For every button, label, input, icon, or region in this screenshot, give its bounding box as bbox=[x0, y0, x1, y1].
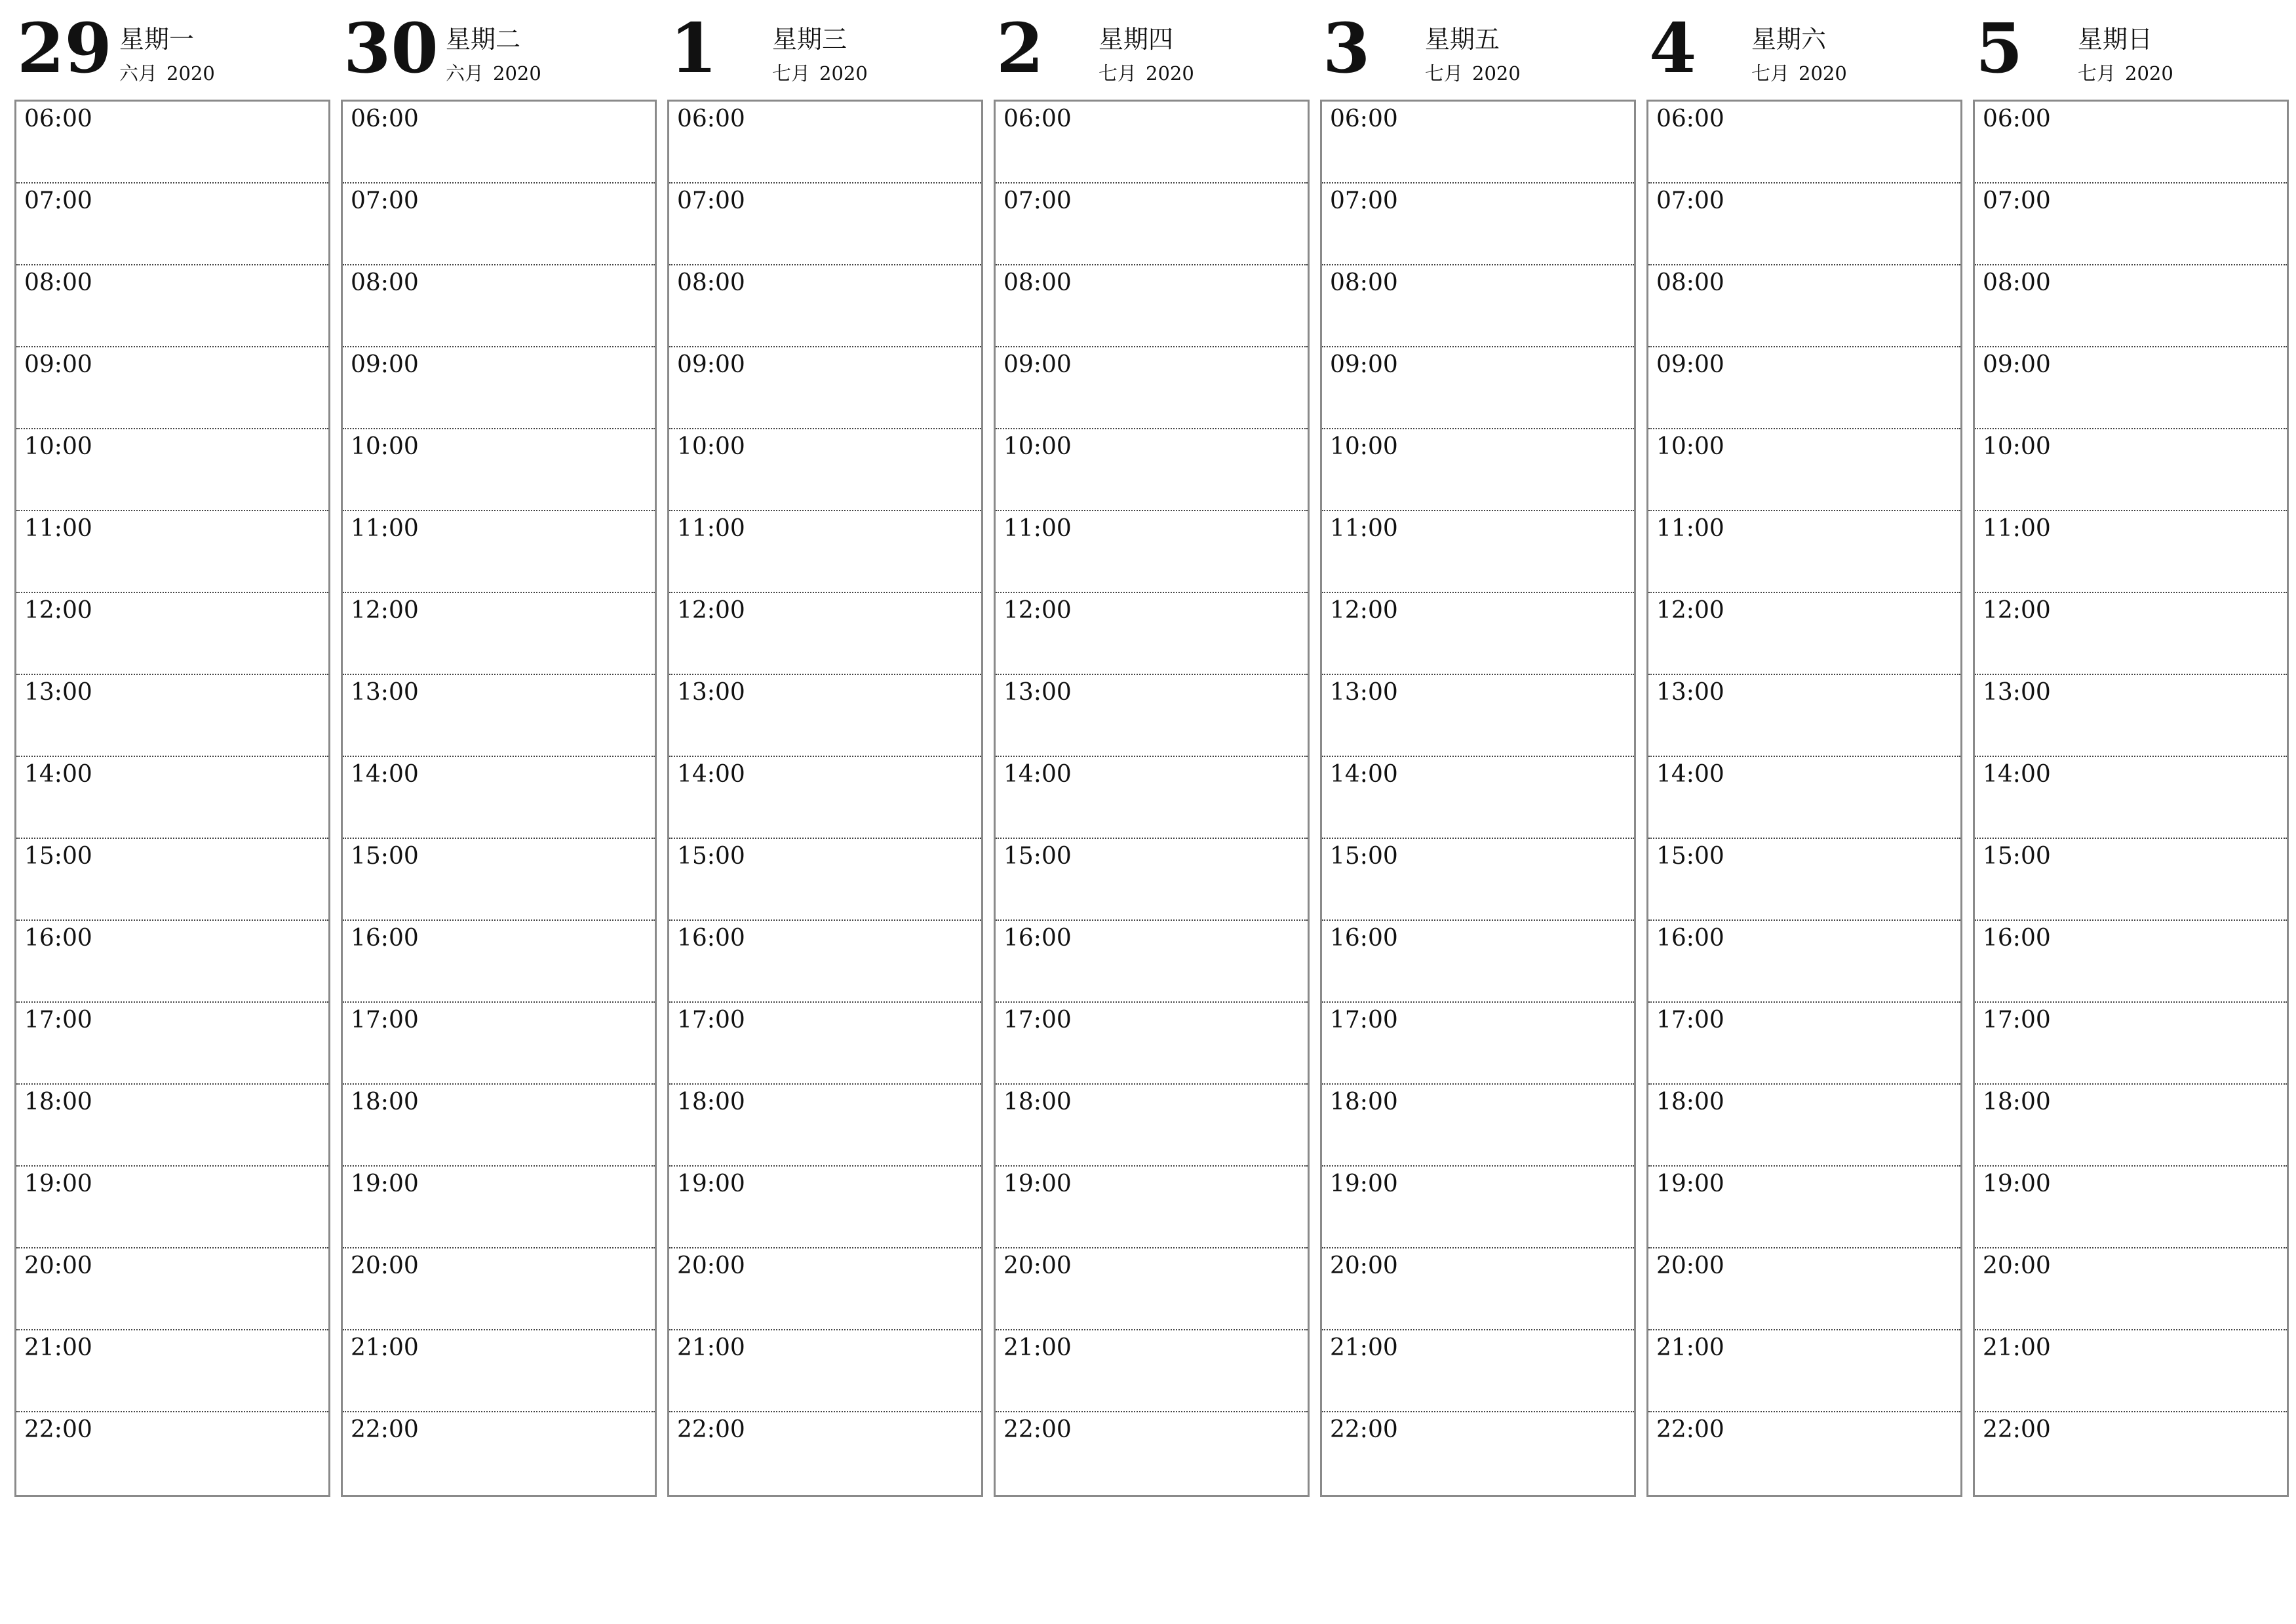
time-slot[interactable] bbox=[1322, 593, 1634, 675]
time-label: 09:00 bbox=[1003, 351, 1072, 378]
month-label: 六月 bbox=[119, 62, 158, 85]
time-label: 12:00 bbox=[677, 597, 745, 624]
day-number: 2 bbox=[996, 8, 1044, 88]
time-label: 09:00 bbox=[351, 351, 419, 378]
month-year bbox=[1425, 62, 1521, 85]
time-slot[interactable] bbox=[1648, 1167, 1960, 1248]
time-label: 21:00 bbox=[1330, 1334, 1398, 1361]
time-slot[interactable] bbox=[1975, 1003, 2287, 1085]
time-label: 07:00 bbox=[1656, 187, 1724, 214]
time-label: 10:00 bbox=[677, 433, 745, 460]
day-schedule-box bbox=[667, 100, 983, 1497]
time-label: 11:00 bbox=[351, 515, 419, 542]
time-label: 22:00 bbox=[1330, 1416, 1398, 1443]
time-label: 07:00 bbox=[24, 187, 92, 214]
time-slot[interactable] bbox=[1975, 429, 2287, 511]
time-slot[interactable] bbox=[996, 921, 1308, 1003]
time-slot[interactable] bbox=[996, 184, 1308, 265]
time-label: 21:00 bbox=[1003, 1334, 1072, 1361]
time-slot[interactable] bbox=[16, 1412, 328, 1494]
time-slot[interactable] bbox=[1975, 675, 2287, 757]
year-label: 2020 bbox=[1146, 62, 1194, 85]
day-column bbox=[14, 0, 329, 1501]
time-label: 18:00 bbox=[351, 1089, 419, 1115]
time-label: 16:00 bbox=[1983, 925, 2051, 952]
day-column bbox=[1320, 0, 1635, 1501]
year-label: 2020 bbox=[819, 62, 868, 85]
time-slot[interactable] bbox=[343, 511, 655, 593]
time-label: 15:00 bbox=[1656, 843, 1724, 870]
day-number: 1 bbox=[670, 8, 718, 88]
time-slot[interactable] bbox=[669, 347, 981, 429]
time-slot[interactable] bbox=[669, 1412, 981, 1494]
time-label: 18:00 bbox=[24, 1089, 92, 1115]
time-label: 15:00 bbox=[1003, 843, 1072, 870]
time-slot[interactable] bbox=[1975, 921, 2287, 1003]
time-label: 19:00 bbox=[1656, 1170, 1724, 1197]
day-schedule-box bbox=[994, 100, 1310, 1497]
time-slot[interactable] bbox=[343, 1085, 655, 1167]
time-label: 07:00 bbox=[1330, 187, 1398, 214]
time-slot[interactable] bbox=[1648, 511, 1960, 593]
year-label: 2020 bbox=[166, 62, 215, 85]
time-label: 07:00 bbox=[351, 187, 419, 214]
time-slot[interactable] bbox=[343, 1003, 655, 1085]
time-slot[interactable] bbox=[1322, 184, 1634, 265]
time-label: 21:00 bbox=[677, 1334, 745, 1361]
day-header bbox=[1320, 0, 1635, 98]
time-slot[interactable] bbox=[669, 921, 981, 1003]
time-slot[interactable] bbox=[669, 1085, 981, 1167]
time-slot[interactable] bbox=[1648, 184, 1960, 265]
time-slot[interactable] bbox=[669, 1003, 981, 1085]
weekday-label: 星期五 bbox=[1425, 25, 1500, 54]
day-column bbox=[994, 0, 1308, 1501]
time-slot[interactable] bbox=[996, 593, 1308, 675]
time-label: 14:00 bbox=[1656, 761, 1724, 788]
weekday-label: 星期四 bbox=[1099, 25, 1174, 54]
time-slot[interactable] bbox=[16, 1330, 328, 1412]
time-label: 15:00 bbox=[1330, 843, 1398, 870]
time-label: 18:00 bbox=[677, 1089, 745, 1115]
time-slot[interactable] bbox=[669, 675, 981, 757]
time-label: 14:00 bbox=[1003, 761, 1072, 788]
time-label: 22:00 bbox=[1983, 1416, 2051, 1443]
time-label: 10:00 bbox=[1656, 433, 1724, 460]
day-schedule-box bbox=[1320, 100, 1636, 1497]
time-slot[interactable] bbox=[16, 184, 328, 265]
year-label: 2020 bbox=[2125, 62, 2173, 85]
year-label: 2020 bbox=[493, 62, 541, 85]
time-slot[interactable] bbox=[1648, 675, 1960, 757]
time-label: 11:00 bbox=[1983, 515, 2051, 542]
day-header bbox=[1973, 0, 2287, 98]
time-label: 10:00 bbox=[1983, 433, 2051, 460]
time-label: 09:00 bbox=[1983, 351, 2051, 378]
day-header bbox=[1646, 0, 1961, 98]
day-column bbox=[1973, 0, 2287, 1501]
time-label: 06:00 bbox=[1656, 106, 1724, 132]
year-label: 2020 bbox=[1799, 62, 1847, 85]
time-label: 09:00 bbox=[1330, 351, 1398, 378]
time-slot[interactable] bbox=[1648, 1248, 1960, 1330]
time-slot[interactable] bbox=[669, 1330, 981, 1412]
time-slot[interactable] bbox=[343, 429, 655, 511]
day-header bbox=[667, 0, 982, 98]
time-label: 08:00 bbox=[1003, 269, 1072, 296]
time-label: 11:00 bbox=[1656, 515, 1724, 542]
time-label: 14:00 bbox=[24, 761, 92, 788]
time-label: 10:00 bbox=[351, 433, 419, 460]
time-label: 17:00 bbox=[677, 1007, 745, 1034]
day-schedule-box bbox=[341, 100, 657, 1497]
time-slot[interactable] bbox=[343, 184, 655, 265]
time-label: 17:00 bbox=[1656, 1007, 1724, 1034]
time-label: 18:00 bbox=[1003, 1089, 1072, 1115]
time-slot[interactable] bbox=[1322, 757, 1634, 839]
time-label: 08:00 bbox=[1983, 269, 2051, 296]
time-slot[interactable] bbox=[996, 1330, 1308, 1412]
time-slot[interactable] bbox=[996, 429, 1308, 511]
time-label: 11:00 bbox=[677, 515, 745, 542]
time-label: 19:00 bbox=[677, 1170, 745, 1197]
time-label: 13:00 bbox=[24, 679, 92, 706]
time-slot[interactable] bbox=[343, 921, 655, 1003]
time-slot[interactable] bbox=[669, 265, 981, 347]
time-label: 19:00 bbox=[1983, 1170, 2051, 1197]
time-slot[interactable] bbox=[996, 1003, 1308, 1085]
time-slot[interactable] bbox=[1322, 1330, 1634, 1412]
time-slot[interactable] bbox=[1322, 839, 1634, 921]
time-label: 13:00 bbox=[677, 679, 745, 706]
time-slot[interactable] bbox=[1648, 921, 1960, 1003]
day-number: 30 bbox=[343, 8, 438, 88]
time-label: 13:00 bbox=[1330, 679, 1398, 706]
time-slot[interactable] bbox=[1975, 839, 2287, 921]
time-label: 16:00 bbox=[24, 925, 92, 952]
month-year bbox=[1099, 62, 1194, 85]
day-schedule-box bbox=[1973, 100, 2289, 1497]
time-label: 09:00 bbox=[677, 351, 745, 378]
time-slot[interactable] bbox=[996, 1085, 1308, 1167]
time-label: 07:00 bbox=[677, 187, 745, 214]
time-slot[interactable] bbox=[1975, 511, 2287, 593]
time-slot[interactable] bbox=[16, 1085, 328, 1167]
time-label: 15:00 bbox=[1983, 843, 2051, 870]
time-slot[interactable] bbox=[1322, 511, 1634, 593]
time-slot[interactable] bbox=[996, 1248, 1308, 1330]
month-label: 七月 bbox=[1425, 62, 1464, 85]
time-label: 13:00 bbox=[1003, 679, 1072, 706]
time-label: 16:00 bbox=[1656, 925, 1724, 952]
time-slot[interactable] bbox=[1648, 1330, 1960, 1412]
time-slot[interactable] bbox=[1975, 347, 2287, 429]
time-slot[interactable] bbox=[343, 675, 655, 757]
time-label: 12:00 bbox=[1983, 597, 2051, 624]
time-label: 14:00 bbox=[677, 761, 745, 788]
time-label: 21:00 bbox=[1983, 1334, 2051, 1361]
time-slot[interactable] bbox=[343, 1248, 655, 1330]
time-label: 06:00 bbox=[677, 106, 745, 132]
time-slot[interactable] bbox=[996, 675, 1308, 757]
time-slot[interactable] bbox=[669, 593, 981, 675]
time-label: 20:00 bbox=[1983, 1252, 2051, 1279]
time-label: 16:00 bbox=[1003, 925, 1072, 952]
time-label: 15:00 bbox=[24, 843, 92, 870]
time-label: 11:00 bbox=[1330, 515, 1398, 542]
time-label: 17:00 bbox=[1003, 1007, 1072, 1034]
time-slot[interactable] bbox=[1322, 347, 1634, 429]
time-slot[interactable] bbox=[1648, 839, 1960, 921]
time-slot[interactable] bbox=[1322, 1085, 1634, 1167]
time-label: 12:00 bbox=[1656, 597, 1724, 624]
time-label: 22:00 bbox=[677, 1416, 745, 1443]
day-schedule-box bbox=[1646, 100, 1962, 1497]
time-slot[interactable] bbox=[16, 593, 328, 675]
time-label: 18:00 bbox=[1656, 1089, 1724, 1115]
time-slot[interactable] bbox=[1322, 429, 1634, 511]
time-label: 06:00 bbox=[1983, 106, 2051, 132]
day-number: 29 bbox=[17, 8, 112, 88]
time-slot[interactable] bbox=[1648, 1085, 1960, 1167]
time-slot[interactable] bbox=[996, 265, 1308, 347]
time-slot[interactable] bbox=[16, 1167, 328, 1248]
time-slot[interactable] bbox=[1648, 1412, 1960, 1494]
time-label: 17:00 bbox=[1330, 1007, 1398, 1034]
time-slot[interactable] bbox=[343, 265, 655, 347]
time-label: 14:00 bbox=[1330, 761, 1398, 788]
month-label: 六月 bbox=[446, 62, 484, 85]
time-label: 18:00 bbox=[1983, 1089, 2051, 1115]
time-label: 20:00 bbox=[1003, 1252, 1072, 1279]
time-slot[interactable] bbox=[1322, 675, 1634, 757]
day-schedule-box bbox=[14, 100, 330, 1497]
day-header bbox=[14, 0, 329, 98]
time-label: 22:00 bbox=[1656, 1416, 1724, 1443]
weekday-label: 星期二 bbox=[446, 25, 521, 54]
time-slot[interactable] bbox=[343, 1167, 655, 1248]
time-label: 08:00 bbox=[1656, 269, 1724, 296]
time-slot[interactable] bbox=[669, 839, 981, 921]
time-slot[interactable] bbox=[1975, 102, 2287, 184]
time-slot[interactable] bbox=[16, 1003, 328, 1085]
time-label: 19:00 bbox=[1003, 1170, 1072, 1197]
time-slot[interactable] bbox=[1648, 347, 1960, 429]
time-slot[interactable] bbox=[1648, 593, 1960, 675]
time-slot[interactable] bbox=[1975, 184, 2287, 265]
time-label: 06:00 bbox=[1330, 106, 1398, 132]
time-label: 21:00 bbox=[1656, 1334, 1724, 1361]
month-label: 七月 bbox=[1099, 62, 1137, 85]
time-slot[interactable] bbox=[16, 102, 328, 184]
time-slot[interactable] bbox=[1648, 265, 1960, 347]
time-slot[interactable] bbox=[1648, 1003, 1960, 1085]
time-label: 12:00 bbox=[351, 597, 419, 624]
weekday-label: 星期一 bbox=[119, 25, 195, 54]
time-label: 20:00 bbox=[351, 1252, 419, 1279]
time-slot[interactable] bbox=[996, 102, 1308, 184]
time-slot[interactable] bbox=[1322, 1167, 1634, 1248]
time-slot[interactable] bbox=[1322, 921, 1634, 1003]
time-slot[interactable] bbox=[669, 1248, 981, 1330]
time-label: 14:00 bbox=[351, 761, 419, 788]
weekday-label: 星期日 bbox=[2078, 25, 2153, 54]
time-slot[interactable] bbox=[1975, 265, 2287, 347]
time-label: 07:00 bbox=[1003, 187, 1072, 214]
time-slot[interactable] bbox=[343, 1412, 655, 1494]
time-slot[interactable] bbox=[1975, 1085, 2287, 1167]
time-label: 15:00 bbox=[677, 843, 745, 870]
time-label: 13:00 bbox=[1656, 679, 1724, 706]
time-slot[interactable] bbox=[1322, 102, 1634, 184]
time-slot[interactable] bbox=[343, 1330, 655, 1412]
time-label: 22:00 bbox=[24, 1416, 92, 1443]
time-label: 19:00 bbox=[351, 1170, 419, 1197]
time-label: 09:00 bbox=[24, 351, 92, 378]
time-slot[interactable] bbox=[669, 102, 981, 184]
time-label: 11:00 bbox=[24, 515, 92, 542]
time-slot[interactable] bbox=[1975, 1330, 2287, 1412]
time-slot[interactable] bbox=[16, 757, 328, 839]
month-year bbox=[446, 62, 541, 85]
day-number: 4 bbox=[1649, 8, 1697, 88]
month-label: 七月 bbox=[1751, 62, 1790, 85]
time-slot[interactable] bbox=[996, 511, 1308, 593]
time-label: 17:00 bbox=[1983, 1007, 2051, 1034]
time-slot[interactable] bbox=[1648, 757, 1960, 839]
time-slot[interactable] bbox=[16, 347, 328, 429]
time-label: 13:00 bbox=[351, 679, 419, 706]
time-slot[interactable] bbox=[16, 429, 328, 511]
time-slot[interactable] bbox=[669, 511, 981, 593]
time-slot[interactable] bbox=[669, 1167, 981, 1248]
time-label: 22:00 bbox=[351, 1416, 419, 1443]
time-slot[interactable] bbox=[996, 1167, 1308, 1248]
time-label: 20:00 bbox=[1330, 1252, 1398, 1279]
month-year bbox=[2078, 62, 2173, 85]
time-slot[interactable] bbox=[669, 429, 981, 511]
time-slot[interactable] bbox=[1322, 1248, 1634, 1330]
time-slot[interactable] bbox=[669, 757, 981, 839]
time-slot[interactable] bbox=[16, 921, 328, 1003]
time-label: 14:00 bbox=[1983, 761, 2051, 788]
time-label: 21:00 bbox=[24, 1334, 92, 1361]
time-slot[interactable] bbox=[996, 1412, 1308, 1494]
time-slot[interactable] bbox=[343, 757, 655, 839]
weekday-label: 星期六 bbox=[1751, 25, 1827, 54]
time-slot[interactable] bbox=[1322, 265, 1634, 347]
month-label: 七月 bbox=[772, 62, 811, 85]
time-label: 08:00 bbox=[1330, 269, 1398, 296]
time-label: 16:00 bbox=[351, 925, 419, 952]
time-slot[interactable] bbox=[343, 839, 655, 921]
time-label: 13:00 bbox=[1983, 679, 2051, 706]
time-slot[interactable] bbox=[16, 1248, 328, 1330]
time-slot[interactable] bbox=[1648, 102, 1960, 184]
time-label: 20:00 bbox=[24, 1252, 92, 1279]
time-label: 08:00 bbox=[351, 269, 419, 296]
time-label: 12:00 bbox=[1330, 597, 1398, 624]
time-label: 08:00 bbox=[24, 269, 92, 296]
day-column bbox=[667, 0, 982, 1501]
time-label: 12:00 bbox=[24, 597, 92, 624]
time-label: 16:00 bbox=[677, 925, 745, 952]
time-label: 20:00 bbox=[1656, 1252, 1724, 1279]
time-label: 09:00 bbox=[1656, 351, 1724, 378]
time-label: 10:00 bbox=[1003, 433, 1072, 460]
time-slot[interactable] bbox=[996, 757, 1308, 839]
time-slot[interactable] bbox=[1975, 757, 2287, 839]
time-slot[interactable] bbox=[16, 511, 328, 593]
day-header bbox=[341, 0, 655, 98]
time-slot[interactable] bbox=[1975, 1248, 2287, 1330]
time-slot[interactable] bbox=[1322, 1412, 1634, 1494]
time-slot[interactable] bbox=[996, 839, 1308, 921]
time-label: 06:00 bbox=[351, 106, 419, 132]
month-year bbox=[119, 62, 215, 85]
time-slot[interactable] bbox=[1975, 593, 2287, 675]
time-slot[interactable] bbox=[1975, 1167, 2287, 1248]
day-number: 5 bbox=[1975, 8, 2023, 88]
time-label: 21:00 bbox=[351, 1334, 419, 1361]
time-label: 19:00 bbox=[1330, 1170, 1398, 1197]
time-label: 17:00 bbox=[351, 1007, 419, 1034]
time-label: 16:00 bbox=[1330, 925, 1398, 952]
time-label: 12:00 bbox=[1003, 597, 1072, 624]
time-label: 20:00 bbox=[677, 1252, 745, 1279]
day-column bbox=[341, 0, 655, 1501]
time-label: 07:00 bbox=[1983, 187, 2051, 214]
time-label: 22:00 bbox=[1003, 1416, 1072, 1443]
time-label: 11:00 bbox=[1003, 515, 1072, 542]
day-column bbox=[1646, 0, 1961, 1501]
month-year bbox=[772, 62, 868, 85]
time-slot[interactable] bbox=[16, 265, 328, 347]
time-slot[interactable] bbox=[343, 347, 655, 429]
time-label: 18:00 bbox=[1330, 1089, 1398, 1115]
day-number: 3 bbox=[1323, 8, 1371, 88]
time-label: 06:00 bbox=[1003, 106, 1072, 132]
time-slot[interactable] bbox=[1648, 429, 1960, 511]
time-slot[interactable] bbox=[1322, 1003, 1634, 1085]
year-label: 2020 bbox=[1472, 62, 1521, 85]
time-label: 08:00 bbox=[677, 269, 745, 296]
time-label: 06:00 bbox=[24, 106, 92, 132]
time-slot[interactable] bbox=[343, 593, 655, 675]
time-slot[interactable] bbox=[16, 675, 328, 757]
time-label: 19:00 bbox=[24, 1170, 92, 1197]
time-slot[interactable] bbox=[1975, 1412, 2287, 1494]
time-label: 15:00 bbox=[351, 843, 419, 870]
time-slot[interactable] bbox=[996, 347, 1308, 429]
time-slot[interactable] bbox=[343, 102, 655, 184]
time-label: 10:00 bbox=[1330, 433, 1398, 460]
time-slot[interactable] bbox=[669, 184, 981, 265]
weekday-label: 星期三 bbox=[772, 25, 847, 54]
time-label: 17:00 bbox=[24, 1007, 92, 1034]
month-label: 七月 bbox=[2078, 62, 2116, 85]
month-year bbox=[1751, 62, 1847, 85]
day-header bbox=[994, 0, 1308, 98]
time-slot[interactable] bbox=[16, 839, 328, 921]
time-label: 10:00 bbox=[24, 433, 92, 460]
